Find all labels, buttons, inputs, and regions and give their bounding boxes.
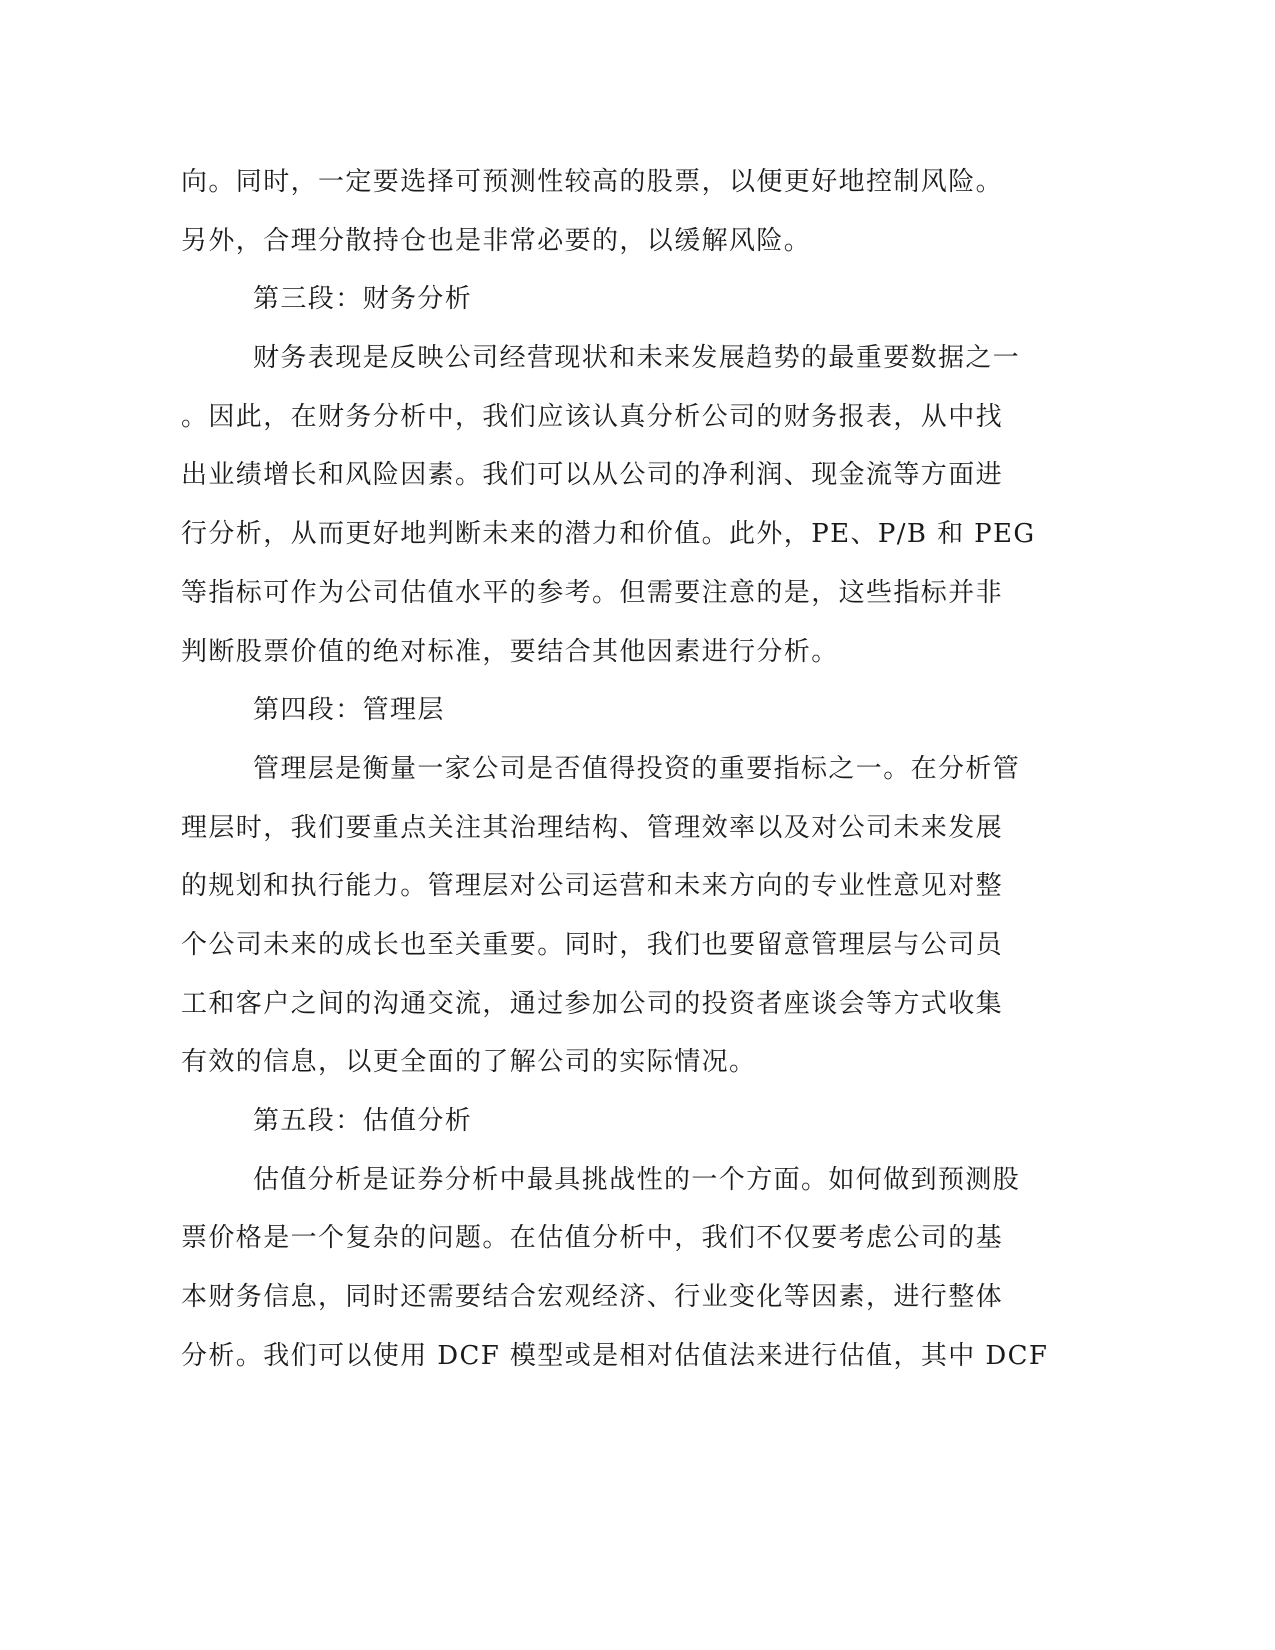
- body-text-line: 分析。我们可以使用 DCF 模型或是相对估值法来进行估值，其中 DCF: [181, 1340, 1049, 1371]
- body-text-line: 财务表现是反映公司经营现状和未来发展趋势的最重要数据之一: [253, 343, 1021, 374]
- body-text-line: 理层时，我们要重点关注其治理结构、管理效率以及对公司未来发展: [181, 812, 1004, 843]
- body-text-line: 。因此，在财务分析中，我们应该认真分析公司的财务报表，从中找: [181, 401, 1004, 432]
- body-text-line: 出业绩增长和风险因素。我们可以从公司的净利润、现金流等方面进: [181, 460, 1004, 491]
- body-text-line: 行分析，从而更好地判断未来的潜力和价值。此外，PE、P/B 和 PEG: [181, 519, 1036, 550]
- document-body: [181, 153, 1049, 1385]
- body-text-line: 估值分析是证券分析中最具挑战性的一个方面。如何做到预测股: [253, 1164, 1021, 1195]
- body-text-line: 向。同时，一定要选择可预测性较高的股票，以便更好地控制风险。: [181, 167, 1004, 197]
- section-heading-valuation: 第五段：估值分析: [253, 1106, 473, 1136]
- body-text-line: 本财务信息，同时还需要结合宏观经济、行业变化等因素，进行整体: [181, 1282, 1004, 1313]
- body-text-line: 的规划和执行能力。管理层对公司运营和未来方向的专业性意见对整: [181, 871, 1004, 902]
- body-text-line: 票价格是一个复杂的问题。在估值分析中，我们不仅要考虑公司的基: [181, 1223, 1004, 1254]
- body-text-line: 等指标可作为公司估值水平的参考。但需要注意的是，这些指标并非: [181, 577, 1004, 608]
- body-text-line: 有效的信息，以更全面的了解公司的实际情况。: [181, 1047, 757, 1078]
- body-text-line: 判断股票价值的绝对标准，要结合其他因素进行分析。: [181, 636, 839, 667]
- body-text-line: 工和客户之间的沟通交流，通过参加公司的投资者座谈会等方式收集: [181, 988, 1004, 1019]
- section-heading-finance: 第三段：财务分析: [253, 284, 473, 315]
- section-heading-management: 第四段：管理层: [253, 695, 445, 726]
- body-text-line: 另外，合理分散持仓也是非常必要的，以缓解风险。: [181, 225, 812, 256]
- body-text-line: 个公司未来的成长也至关重要。同时，我们也要留意管理层与公司员: [181, 929, 1004, 960]
- body-text-line: 管理层是衡量一家公司是否值得投资的重要指标之一。在分析管: [253, 753, 1021, 784]
